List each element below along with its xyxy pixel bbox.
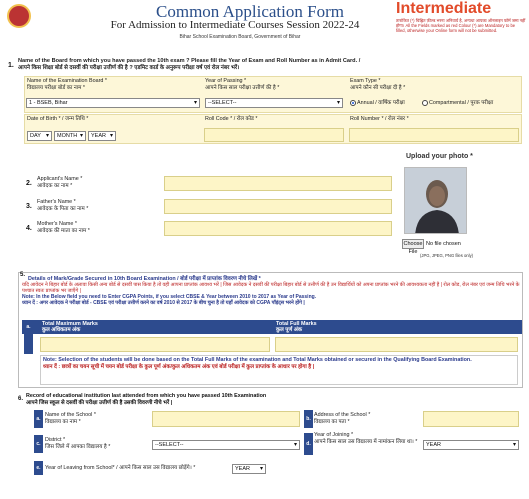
year-of-joining-select[interactable]: YEAR ▾ [423,440,519,450]
board-select[interactable]: 1 - BSEB, Bihar ▾ [26,98,200,108]
father-name-label [37,199,88,212]
section-6-heading [26,393,506,406]
leaving-number: e. [34,461,43,475]
selection-note-en: Note: Selection of the students will be done based on the Total Full Marks of the examination and Total Marks obtained or secured in the Qualifying Board Examination. [43,357,472,363]
annual-radio[interactable] [350,100,356,106]
dob-day-select[interactable]: DAY ▾ [27,131,52,141]
year-label [205,78,279,91]
section-6-heading-hi: आपने जिस स्कूल से दसवीं की परीक्षा उत्तीर्ण की है उसकी विवरणी नीचे भरें | [26,399,173,406]
year-of-passing-select[interactable]: --SELECT-- ▾ [205,98,343,108]
joining-label [314,432,419,445]
leaving-label: Year of Leaving from School* / आपने किस साल उस विद्यालय छोड़ेंगे। * [45,465,196,471]
school-address-input[interactable] [423,411,519,427]
marks-row-number: a. [24,320,33,354]
photo-title: Upload your photo * [406,153,473,160]
photo-preview [404,167,467,234]
dob-month-select[interactable]: MONTH ▾ [54,131,86,141]
exam-type-label-en: Exam Type * [350,78,381,84]
total-max-label [42,321,98,333]
mother-name-label-en: Mother's Name * [37,221,77,227]
applicant-name-label [37,176,82,189]
board-label-hi: विद्यालय परीक्षा बोर्ड का नाम * [27,84,85,91]
person-photo-icon [405,168,467,234]
district-select[interactable]: --SELECT-- ▾ [152,440,300,450]
instruction-cgpa-note: Note: In the Below field you need to Enter CGPA Points, if you select CBSE & Year between 2010 to 2017 as Year of Passing. [22,294,317,300]
roll-code-label: Roll Code * / रोल कोड * [205,116,258,122]
instruction-cgpa-note-hi: ध्यान दें : अगर आवेदक ने परीक्षा बोर्ड - CBSE एवं परीक्षा उत्तीर्ण करने का वर्ष 2010 से 2017 के बीच चुना है तो यहाँ आवेदक को CGPA पॉइंट्स भरने होंगे | [22,300,305,306]
district-label [45,437,110,450]
applicant-name-label-en: Applicant's Name * [37,176,83,182]
total-max-label-hi: कुल अधिकतम अंक [42,327,81,333]
mother-name-input[interactable] [164,221,392,236]
section-1-heading-en: Name of the Board from which you have passed the 10th exam ? Please fill the Year of Exam and Roll Number as in Admit Card. / [18,58,361,64]
board-name: Bihar School Examination Board, Government of Bihar [179,34,301,40]
school-name-label [45,412,96,425]
section-1-heading [18,58,518,72]
roll-number-label: Roll Number * / रोल नंबर * [350,116,409,122]
roll-number-input[interactable] [349,128,519,142]
roll-code-input[interactable] [204,128,344,142]
no-file-text: No file chosen [426,241,461,247]
section-6-number: 6. [18,396,24,402]
address-number: b. [304,410,313,428]
section-5-number: 5. [20,272,26,278]
compartmental-radio[interactable] [422,100,428,106]
school-name-input[interactable] [152,411,300,427]
total-full-label-en: Total Full Marks [276,321,317,327]
joining-label-en: Year of Joining * [314,432,354,438]
school-name-label-en: Name of the School * [45,412,96,418]
page-title: Common Application Form [156,2,344,21]
year-label-hi: आपने किस साल परीक्षा उत्तीर्ण की है * [205,84,280,91]
photo-hint: (JPG, JPEG, PNG files only) [420,253,474,258]
exam-type-label-hi: आपने कौन सी परीक्षा दी है * [350,84,406,91]
father-name-label-hi: आवेदक के पिता का नाम * [37,205,89,212]
selection-note [40,355,518,385]
field-number: 4. [26,225,32,232]
page-header [0,0,529,52]
school-address-label [314,412,370,425]
mother-name-label [37,221,90,234]
school-address-label-en: Address of the School * [314,412,371,418]
section-1-heading-hi: आपने किस शिक्षा बोर्ड से दसवीं की परीक्षा उत्तीर्ण की है ? एडमिट कार्ड के अनुरूप परीक्षा वर्ष एवं रोल नंबर भरें। [18,65,240,71]
school-name-label-hi: विद्यालय का नाम * [45,418,81,425]
district-label-hi: जिस जिले में आपका विद्यालय है * [45,443,111,450]
total-full-marks-input[interactable] [275,337,518,352]
field-number: 2. [26,180,32,187]
selection-note-hi: ध्यान दें : छात्रों का चयन सूची में चयन बोर्ड परीक्षा के कुल पूर्ण अंक/कुल अधिकतम अंक एवं बोर्ड परीक्षा में कुल प्राप्तांक के आधार पर होगा है | [43,363,315,370]
district-label-en: District * [45,437,66,443]
mandatory-note: तारांकित (*) चिह्नित फ़ील्ड भरना अनिवार्य है, अन्यथा आपका ऑनलाइन फॉर्म जमा नहीं होगा। All the Fields marked as red Colour (*) are Mandatory to be filled, otherwise your Online form will not be submitted. [396,18,526,33]
choose-file-button[interactable]: Choose File [403,241,423,255]
board-label [27,78,107,91]
year-label-en: Year of Passing * [205,78,247,84]
intermediate-brand: Intermediate [396,0,492,17]
instruction-hindi: यदि आवेदन ने बिहार बोर्ड के अलावा किसी अन्य बोर्ड से दसवीं पास किया है तो वही आपना प्राप्तांक आवश्य भरें | जिस आवेदक ने दसवीं की परीक्षा बिहार बोर्ड से उत्तीर्ण की है उन विद्यार्थियों को अपना प्राप्तांक भरने की आवश्यकता नहीं है | रोल कोड, रोल नंबर एवं जन्म तिथि भरने के पश्चात स्वतः प्राप्तांक भर जाएँगे | [22,282,520,294]
exam-type-label [350,78,405,91]
school-number: a. [34,410,43,428]
section-5-instructions [22,282,522,306]
section-5-title: Details of Mark/Grade Secured in 10th Board Examination / बोर्ड परीक्षा में प्राप्तांक विवरण नीचे लिखें * [28,276,261,282]
annual-label: Annual / वार्षिक परीक्षा [357,100,405,106]
field-number: 3. [26,203,32,210]
section-6-heading-en: Record of educational institution last attended from which you have passed 10th Examination [26,393,267,399]
compartmental-label: Compartmental / पूरक परीक्षा [429,100,494,106]
board-label-en: Name of the Examination Board * [27,78,108,84]
year-of-leaving-select[interactable]: YEAR ▾ [232,464,266,474]
mother-name-label-hi: आवेदक की माता का नाम * [37,227,90,234]
father-name-input[interactable] [164,199,392,214]
bseb-logo [7,4,31,28]
total-full-label-hi: कुल पूर्ण अंक [276,327,303,333]
applicant-name-label-hi: आवेदक का नाम * [37,182,73,189]
section-1-number: 1. [8,62,14,69]
father-name-label-en: Father's Name * [37,199,76,205]
page-subtitle: For Admission to Intermediate Courses Session 2022-24 [110,19,360,31]
dob-label: Date of Birth * / जन्म तिथि * [27,116,89,122]
school-address-label-hi: विद्यालय का पता * [314,418,350,425]
total-max-label-en: Total Maximum Marks [42,321,98,327]
joining-number: d. [304,433,313,455]
joining-label-hi: आपने किस साल उस विद्यालय में नामांकन लिया था। * [314,438,418,445]
total-full-label [276,321,317,333]
applicant-name-input[interactable] [164,176,392,191]
district-number: c. [34,435,43,453]
total-max-marks-input[interactable] [40,337,270,352]
dob-year-select[interactable]: YEAR ▾ [88,131,116,141]
